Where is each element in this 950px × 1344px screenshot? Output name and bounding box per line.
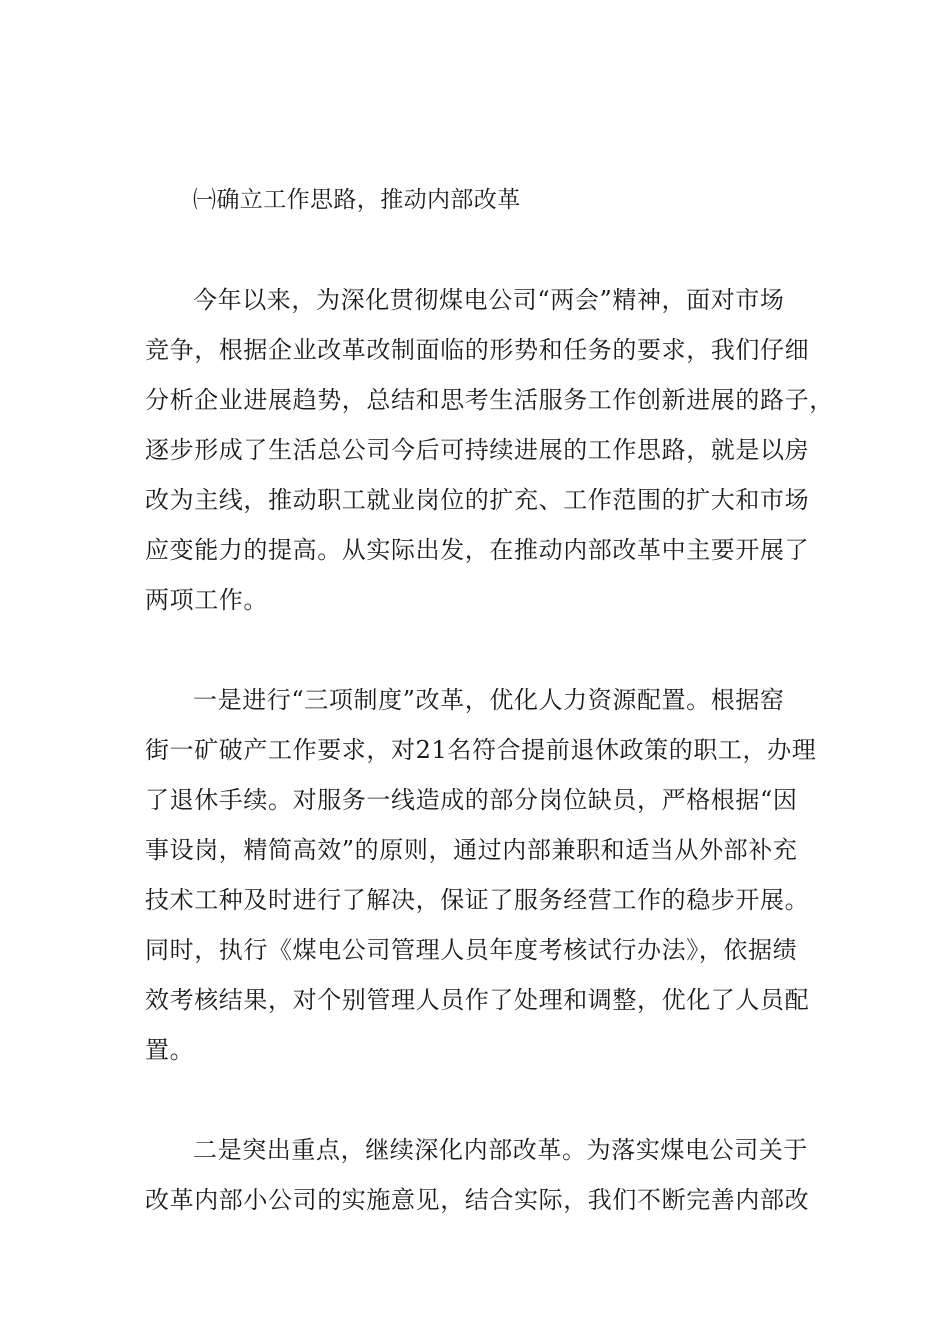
paragraph-2-line-8: 置。 xyxy=(145,1036,195,1064)
paragraph-2-line-6: 同时，执行《煤电公司管理人员年度考核试行办法》，依据绩 xyxy=(145,936,798,964)
paragraph-1-line-1: 今年以来，为深化贯彻煤电公司“两会”精神，面对市场 xyxy=(193,286,785,314)
paragraph-2-line-1: 一是进行“三项制度”改革，优化人力资源配置。根据窑 xyxy=(193,686,785,714)
paragraph-1-line-2: 竞争，根据企业改革改制面临的形势和任务的要求，我们仔细 xyxy=(145,336,810,364)
section-heading: ㈠确立工作思路，推动内部改革 xyxy=(193,187,521,213)
paragraph-1-line-7: 两项工作。 xyxy=(145,586,268,614)
paragraph-2-line-2: 街一矿破产工作要求，对21名符合提前退休政策的职工，办理 xyxy=(145,736,817,764)
paragraph-2-line-3: 了退休手续。对服务一线造成的部分岗位缺员，严格根据“因 xyxy=(145,786,798,814)
paragraph-3-line-2: 改革内部小公司的实施意见，结合实际，我们不断完善内部改 xyxy=(145,1186,810,1214)
paragraph-3-line-1: 二是突出重点，继续深化内部改革。为落实煤电公司关于 xyxy=(193,1136,808,1164)
paragraph-1-line-6: 应变能力的提高。从实际出发，在推动内部改革中主要开展了 xyxy=(145,536,810,564)
paragraph-2-line-5: 技术工种及时进行了解决，保证了服务经营工作的稳步开展。 xyxy=(145,886,810,914)
paragraph-1-line-4: 逐步形成了生活总公司今后可持续进展的工作思路，就是以房 xyxy=(145,436,810,464)
paragraph-1-line-5: 改为主线，推动职工就业岗位的扩充、工作范围的扩大和市场 xyxy=(145,486,810,514)
paragraph-1-line-3: 分析企业进展趋势，总结和思考生活服务工作创新进展的路子， xyxy=(145,386,834,414)
paragraph-2-line-4: 事设岗，精简高效”的原则，通过内部兼职和适当从外部补充 xyxy=(145,836,798,864)
paragraph-2-line-7: 效考核结果，对个别管理人员作了处理和调整，优化了人员配 xyxy=(145,986,810,1014)
